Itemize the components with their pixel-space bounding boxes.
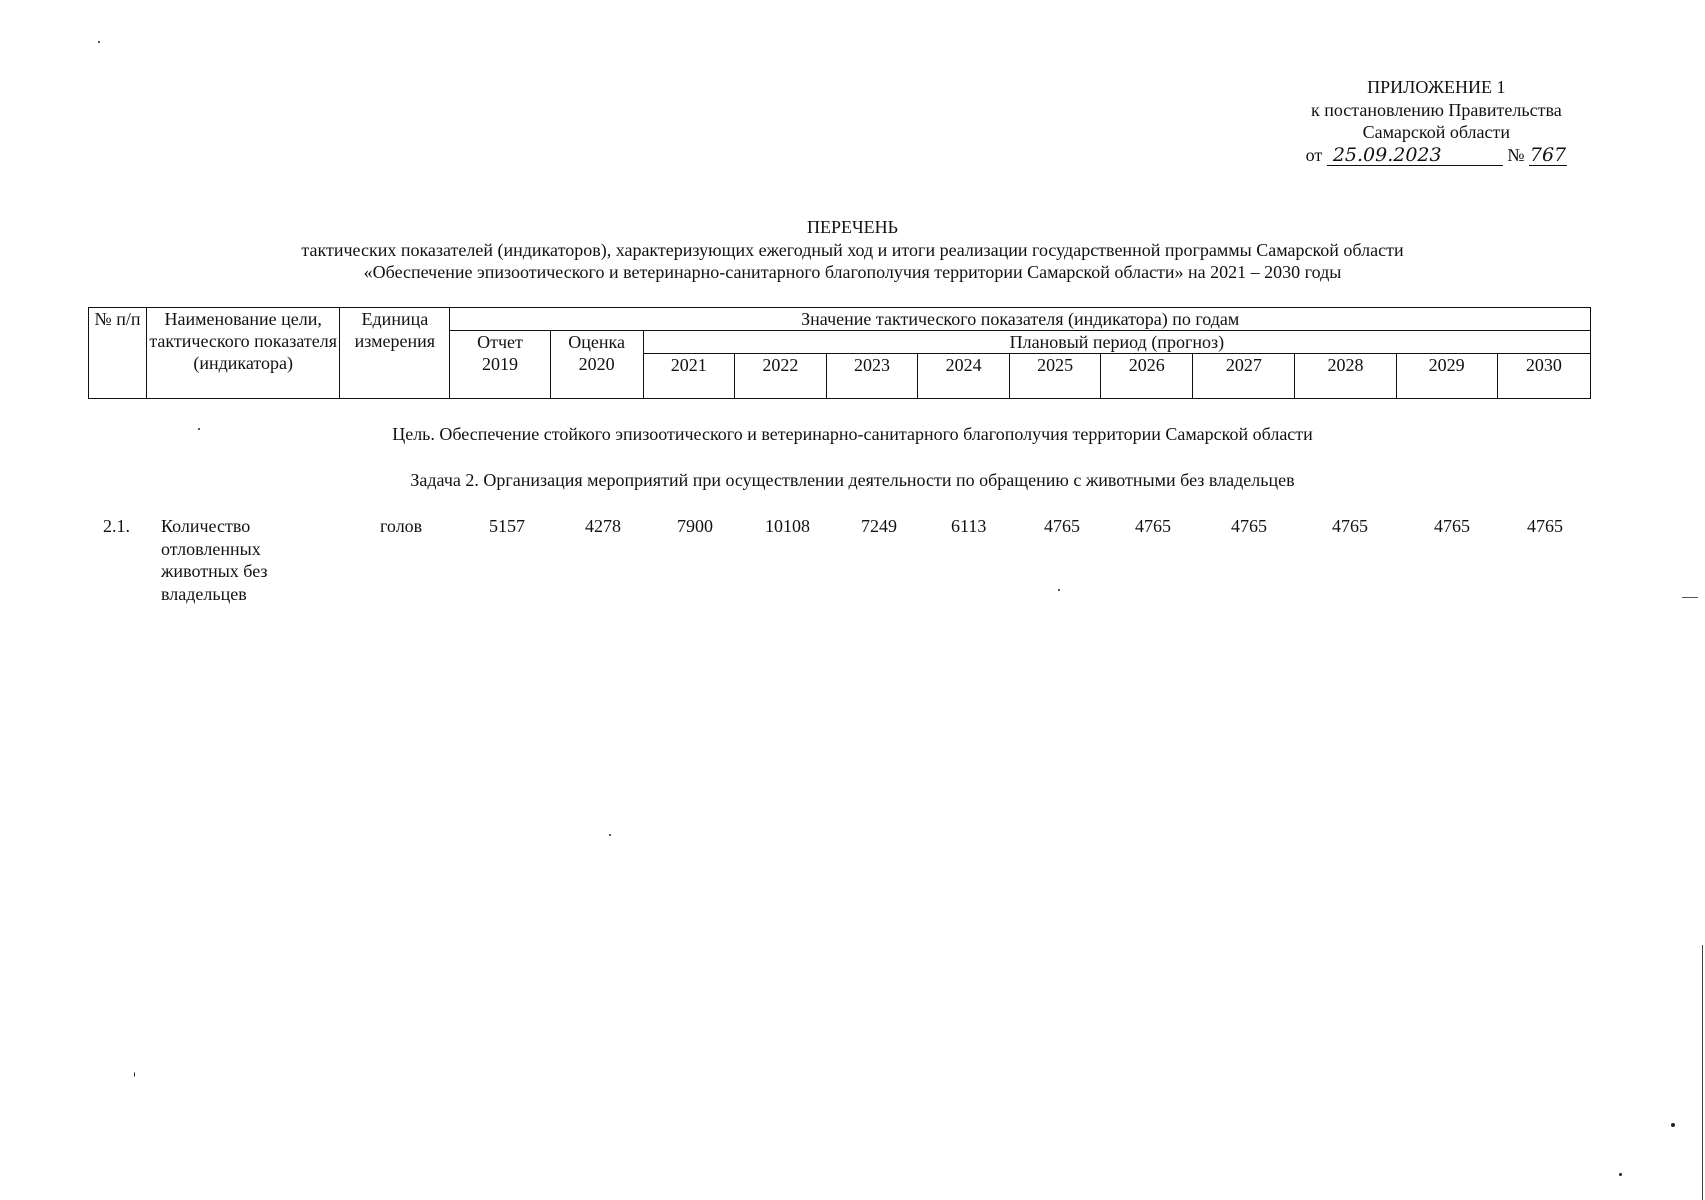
header-report-label: Отчет xyxy=(477,332,523,352)
header-year: 2028 xyxy=(1295,354,1396,399)
title-line-1: тактических показателей (индикаторов), характеризующих ежегодный ход и итоги реализации государственной программы Самарской области xyxy=(301,239,1404,260)
row-value: 4765 xyxy=(1135,516,1171,536)
row-value: 4765 xyxy=(1231,516,1267,536)
header-estimate-label: Оценка xyxy=(568,332,625,352)
goal-heading: Цель. Обеспечение стойкого эпизоотического и ветеринарно-санитарного благополучия территории Самарской области xyxy=(392,424,1313,444)
row-value: 4765 xyxy=(1434,516,1470,536)
row-value: 4278 xyxy=(585,516,621,536)
header-year: 2030 xyxy=(1497,354,1590,399)
appendix-heading: ПРИЛОЖЕНИЕ 1 xyxy=(1367,77,1506,97)
row-value: 7900 xyxy=(677,516,713,536)
row-value: 7249 xyxy=(861,516,897,536)
scan-edge-mark xyxy=(1682,597,1698,598)
document-title xyxy=(0,216,1705,284)
indicator-table-header xyxy=(88,307,1591,399)
row-value: 6113 xyxy=(951,516,987,536)
scan-speck xyxy=(98,41,100,43)
appendix-date-number-row xyxy=(1306,144,1567,167)
scan-edge-line xyxy=(1702,945,1703,1200)
scan-speck xyxy=(609,834,611,836)
scan-speck xyxy=(198,428,200,430)
header-estimate xyxy=(550,331,643,399)
row-value: 5157 xyxy=(489,516,525,536)
header-values-group: Значение тактического показателя (индикатора) по годам xyxy=(450,308,1591,331)
scan-speck xyxy=(1058,589,1060,591)
appendix-block xyxy=(1306,76,1567,166)
appendix-line-1: к постановлению Правительства xyxy=(1310,99,1562,120)
row-value: 10108 xyxy=(765,516,810,536)
row-num: 2.1. xyxy=(103,516,130,536)
title-heading: ПЕРЕЧЕНЬ xyxy=(806,217,899,237)
header-name: Наименование цели, тактического показателя (индикатора) xyxy=(147,308,340,399)
header-unit: Единица измерения xyxy=(340,308,450,399)
header-estimate-year: 2020 xyxy=(578,354,615,374)
scan-speck xyxy=(1671,1123,1675,1127)
row-value: 4765 xyxy=(1044,516,1080,536)
scan-speck xyxy=(134,1072,135,1077)
row-value: 4765 xyxy=(1527,516,1563,536)
header-report xyxy=(450,331,550,399)
appendix-line-2: Самарской области xyxy=(1362,122,1511,142)
handwritten-number: 767 xyxy=(1529,143,1567,166)
header-year: 2023 xyxy=(826,354,917,399)
header-year: 2029 xyxy=(1396,354,1497,399)
header-year: 2026 xyxy=(1101,354,1193,399)
header-plan-group: Плановый период (прогноз) xyxy=(643,331,1590,354)
row-unit: голов xyxy=(380,516,423,536)
header-year: 2025 xyxy=(1010,354,1101,399)
date-prefix: от xyxy=(1305,144,1323,165)
header-year: 2024 xyxy=(918,354,1010,399)
header-num: № п/п xyxy=(89,308,147,399)
header-year: 2022 xyxy=(734,354,826,399)
row-name: Количество отловленных животных без владельцев xyxy=(161,516,268,604)
header-year: 2021 xyxy=(643,354,734,399)
header-year: 2027 xyxy=(1193,354,1295,399)
title-line-2: «Обеспечение эпизоотического и ветеринарно-санитарного благополучия территории Самарской области» на 2021 – 2030 годы xyxy=(363,262,1342,282)
scan-speck xyxy=(1619,1173,1622,1176)
number-prefix: № xyxy=(1507,144,1525,165)
handwritten-date: 25.09.2023 xyxy=(1327,145,1503,166)
row-value: 4765 xyxy=(1332,516,1368,536)
header-report-year: 2019 xyxy=(482,354,519,374)
task-heading: Задача 2. Организация мероприятий при осуществлении деятельности по обращению с животными без владельцев xyxy=(410,470,1295,490)
